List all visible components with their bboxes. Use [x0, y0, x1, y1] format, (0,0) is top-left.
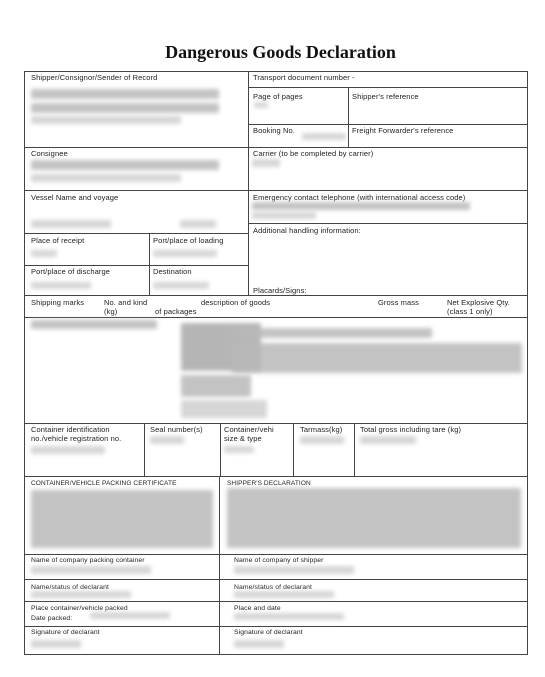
rule-bottom-center	[219, 476, 220, 654]
rule-status-bottom	[24, 601, 527, 602]
packing-certificate-label: CONTAINER/VEHICLE PACKING CERTIFICATE	[31, 480, 177, 487]
redacted-goods-block-5	[181, 400, 267, 418]
company-packing-container-label: Name of company packing container	[31, 557, 145, 564]
redacted-place-date	[234, 613, 344, 620]
redacted-total-gross	[360, 436, 416, 444]
name-status-declarant-left-label: Name/status of declarant	[31, 584, 109, 591]
rule-consignee-bottom	[24, 190, 527, 191]
signature-declarant-right-label: Signature of declarant	[234, 629, 303, 636]
redacted-vessel-2	[180, 220, 216, 228]
rule-receipt-loading-divider	[149, 233, 150, 295]
rule-right-booking	[248, 124, 527, 125]
redacted-place-packed	[90, 612, 170, 619]
redacted-name-status-right	[234, 591, 334, 598]
rule-vessel-bottom	[24, 233, 248, 234]
company-of-shipper-label: Name of company of shipper	[234, 557, 324, 564]
name-status-declarant-right-label: Name/status of declarant	[234, 584, 312, 591]
redacted-shipper-declaration	[227, 488, 521, 548]
consignee-label: Consignee	[31, 149, 68, 158]
rule-route-bottom	[24, 295, 527, 296]
date-packed-label: Date packed:	[31, 615, 73, 622]
redacted-emergency-1	[252, 202, 470, 210]
shippers-reference-label: Shipper's reference	[352, 92, 419, 101]
vessel-voyage-label: Vessel Name and voyage	[31, 193, 119, 202]
rule-place-bottom	[24, 626, 527, 627]
redacted-container-id	[31, 446, 105, 454]
rule-right-transport	[248, 87, 527, 88]
description-label: description of goods	[201, 298, 271, 307]
redacted-shipper-line-3	[31, 116, 181, 124]
no-and-kind-label: No. and kind	[104, 298, 148, 307]
booking-no-label: Booking No.	[253, 126, 295, 135]
container-vehicle-label: Container/vehi	[224, 425, 274, 434]
redacted-name-status-left	[31, 591, 131, 598]
gross-mass-label: Gross mass	[378, 298, 420, 307]
rule-seal-size-divider	[220, 423, 221, 476]
vehicle-registration-label: no./vehicle registration no.	[31, 434, 122, 443]
of-packages-label: of packages	[155, 307, 197, 316]
place-of-receipt-label: Place of receipt	[31, 236, 85, 245]
class-1-only-label: (class 1 only)	[447, 307, 493, 316]
size-type-label: size & type	[224, 434, 262, 443]
redacted-consignee-line-1	[31, 160, 219, 170]
redacted-goods-block-2	[232, 328, 432, 338]
redacted-seal	[150, 436, 184, 444]
redacted-goods-block-3	[232, 343, 522, 373]
redacted-shipper-line-1	[31, 89, 219, 99]
redacted-booking-number	[302, 133, 346, 140]
rule-tare-gross-divider	[354, 423, 355, 476]
port-of-loading-label: Port/place of loading	[153, 236, 224, 245]
rule-cert-bottom	[24, 554, 527, 555]
redacted-emergency-2	[252, 212, 316, 219]
redacted-tare	[300, 436, 344, 444]
redacted-signature-right	[234, 640, 284, 648]
destination-label: Destination	[153, 267, 192, 276]
redacted-consignee-line-2	[31, 174, 181, 182]
redacted-company-packing	[31, 566, 151, 574]
shippers-declaration-label: SHIPPER'S DECLARATION	[227, 480, 311, 487]
shipper-label: Shipper/Consignor/Sender of Record	[31, 73, 158, 82]
rule-goods-header-bottom	[24, 317, 527, 318]
total-gross-label: Total gross including tare (kg)	[360, 425, 462, 434]
redacted-company-shipper	[234, 566, 354, 574]
document-title: Dangerous Goods Declaration	[165, 42, 396, 62]
carrier-label: Carrier (to be completed by carrier)	[253, 149, 374, 158]
rule-container-seal-divider	[144, 423, 145, 476]
transport-document-label: Transport document number -	[253, 73, 355, 82]
place-and-date-label: Place and date	[234, 605, 281, 612]
redacted-receipt	[31, 250, 57, 257]
rule-emergency-bottom	[248, 223, 527, 224]
rule-page-ref-divider	[348, 87, 349, 147]
place-container-packed-label: Place container/vehicle packed	[31, 605, 128, 612]
seal-number-label: Seal number(s)	[150, 425, 203, 434]
redacted-destination	[153, 282, 209, 289]
additional-handling-label: Additional handling information:	[253, 226, 361, 235]
shipping-marks-label: Shipping marks	[31, 298, 85, 307]
redacted-shipper-line-2	[31, 103, 219, 113]
form-border-bottom	[24, 654, 527, 655]
form-border-right	[527, 71, 528, 655]
page-of-pages-label: Page of pages	[253, 92, 303, 101]
rule-container-bottom	[24, 476, 527, 477]
container-identification-label: Container identification	[31, 425, 110, 434]
placards-signs-label: Placards/Signs:	[253, 286, 307, 295]
redacted-packing-certificate	[31, 490, 213, 548]
rule-receipt-bottom	[24, 265, 248, 266]
redacted-goods-block-4	[181, 375, 251, 397]
rule-company-bottom	[24, 579, 527, 580]
signature-declarant-left-label: Signature of declarant	[31, 629, 100, 636]
kg-label: (kg)	[104, 307, 118, 316]
rule-goods-bottom	[24, 423, 527, 424]
form-border-top	[24, 71, 527, 72]
redacted-signature-left	[31, 640, 81, 648]
rule-size-tare-divider	[293, 423, 294, 476]
freight-forwarder-reference-label: Freight Forwarder's reference	[352, 126, 454, 135]
redacted-carrier	[252, 159, 280, 167]
port-of-discharge-label: Port/place of discharge	[31, 267, 111, 276]
rule-center-top	[248, 71, 249, 295]
redacted-shipping-marks	[31, 320, 157, 329]
redacted-size-type	[224, 446, 254, 453]
tare-mass-label: Tarmass(kg)	[300, 425, 343, 434]
redacted-page-number	[254, 102, 268, 108]
redacted-vessel-1	[31, 220, 111, 228]
redacted-loading	[153, 250, 217, 257]
emergency-contact-label: Emergency contact telephone (with international access code)	[253, 193, 466, 202]
net-explosive-label: Net Explosive Qty.	[447, 298, 510, 307]
redacted-discharge	[31, 282, 91, 289]
rule-shipper-bottom	[24, 147, 527, 148]
form-border-left	[24, 71, 25, 654]
